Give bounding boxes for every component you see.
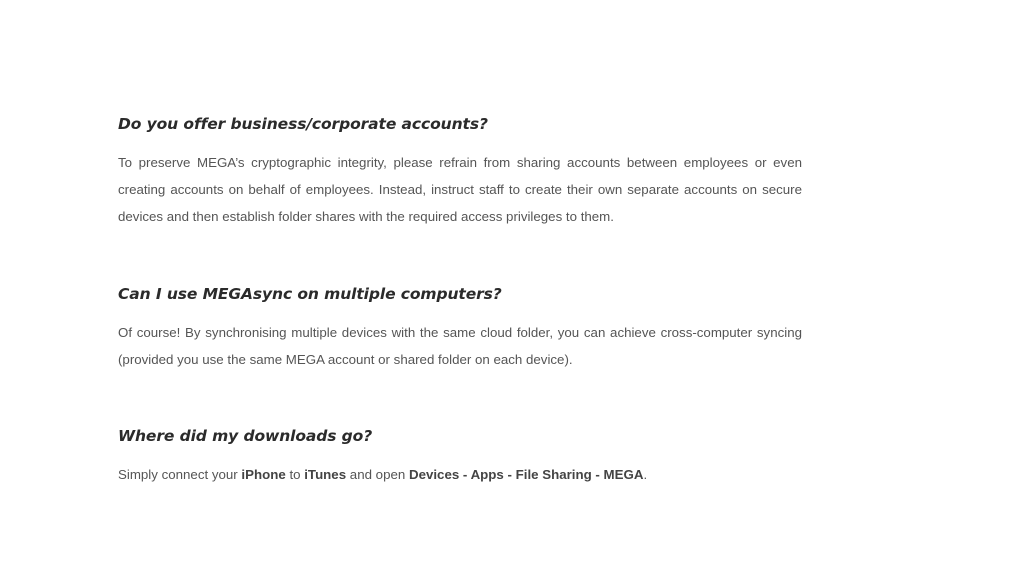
faq-question: Can I use MEGAsync on multiple computers?: [118, 285, 502, 303]
faq-item-multiple-computers: [118, 283, 802, 373]
faq-item-business-accounts: [118, 113, 802, 230]
faq-question: Where did my downloads go?: [118, 427, 373, 445]
faq-item-downloads: [118, 425, 802, 488]
answer-text: and open: [346, 467, 409, 482]
answer-text: to: [285, 467, 305, 482]
faq-answer: Of course! By synchronising multiple devices with the same cloud folder, you can achieve cross-computer syncing (provided you use the same MEGA account or shared folder on each device).: [118, 325, 802, 367]
faq-question: Do you offer business/corporate accounts?: [118, 115, 488, 133]
answer-text: Simply connect your: [118, 467, 242, 482]
answer-emphasis-iphone: iPhone: [241, 467, 286, 482]
answer-emphasis-itunes: iTunes: [304, 467, 347, 482]
faq-answer: [118, 461, 802, 488]
faq-answer: To preserve MEGA’s cryptographic integrity, please refrain from sharing accounts between employees or even creating accounts on behalf of employees. Instead, instruct staff to create their own separate accounts on secure devices and then establish folder shares with the required access privileges to them.: [118, 155, 802, 224]
answer-emphasis-path: Devices - Apps - File Sharing - MEGA: [408, 467, 644, 482]
answer-text: .: [643, 467, 648, 482]
